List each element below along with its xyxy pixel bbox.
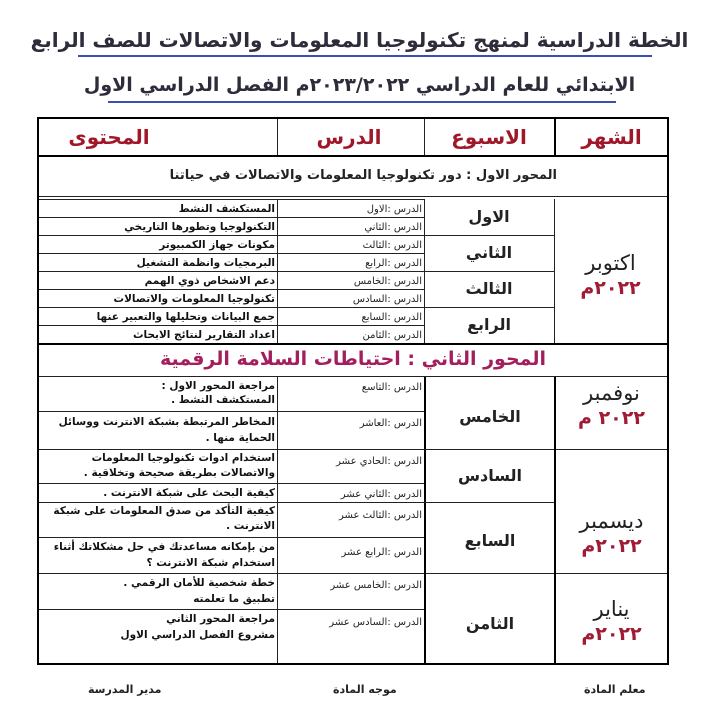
lesson-item: الدرس :الخامس [353, 276, 422, 287]
content-item: مراجعة المحور الاول : [161, 380, 275, 392]
month-year: ٢٠٢٢م [580, 277, 641, 299]
content-item: التكنولوجيا وتطورها التاريخي [124, 221, 275, 233]
row-divider [39, 235, 554, 236]
row-divider [39, 537, 424, 538]
lesson-item: الدرس :التاسع [361, 382, 422, 393]
month-name: اكتوبر [585, 251, 636, 275]
row-divider [39, 411, 424, 412]
lesson-item: الدرس :الاول [366, 204, 422, 215]
content-item: الانترنت . [226, 520, 275, 532]
month-january [556, 597, 667, 645]
footer-teacher: معلم المادة [584, 683, 646, 696]
lesson-item: الدرس :السادس عشر [329, 617, 422, 628]
content-item: مشروع الفصل الدراسي الاول [120, 629, 275, 641]
month-year: ٢٠٢٢ م [578, 407, 645, 429]
footer-principal: مدير المدرسة [88, 683, 162, 696]
row-divider [39, 609, 424, 610]
row-divider [39, 483, 424, 484]
row-divider [426, 502, 554, 503]
month-name: ديسمبر [579, 509, 644, 533]
col-divider [424, 119, 425, 155]
title-line-1: الخطة الدراسية لمنهج تكنولوجيا المعلومات والاتصالات للصف الرابع [30, 28, 689, 52]
content-item: خطة شخصية للأمان الرقمي . [123, 577, 275, 589]
axis-2-title: المحور الثاني : احتياطات السلامة الرقمية [159, 348, 547, 370]
week-7: السابع [464, 531, 516, 550]
row-divider [556, 449, 667, 450]
week-8: الثامن [465, 614, 515, 633]
content-item: اعداد التقارير لنتائج الابحاث [132, 329, 275, 341]
month-november [556, 381, 667, 429]
content-item: مكونات جهاز الكمبيوتر [159, 239, 275, 251]
month-october [554, 251, 667, 299]
row-divider [39, 271, 554, 272]
header-divider [39, 155, 667, 157]
content-item: والاتصالات بطريقة صحيحة وتخلاقية . [83, 467, 275, 479]
lesson-item: الدرس :السابع [361, 312, 422, 323]
col-divider [277, 119, 278, 155]
content-item: كيفية التأكد من صدق المعلومات على شبكة [53, 505, 275, 517]
lesson-item: الدرس :الثاني عشر [340, 489, 422, 500]
lesson-item: الدرس :السادس [352, 294, 422, 305]
title-line-2: الابتدائي للعام الدراسي ٢٠٢٣/٢٠٢٢م الفصل الدراسي الاول [83, 74, 636, 96]
lesson-item: الدرس :الرابع عشر [341, 547, 422, 558]
lesson-item: الدرس :الحادي عشر [336, 456, 422, 467]
row-divider [39, 199, 424, 200]
week-1: الاول [468, 207, 510, 226]
title-underline [108, 101, 616, 103]
week-4: الرابع [467, 315, 511, 334]
header-week: الاسبوع [451, 125, 527, 149]
week-6: السادس [457, 466, 523, 485]
lesson-item: الدرس :الرابع [365, 258, 422, 269]
month-name: نوفمبر [583, 381, 640, 405]
title-underline [78, 55, 652, 57]
lesson-item: الدرس :الثامن [362, 330, 422, 341]
week-3: الثالث [465, 279, 513, 298]
content-item: المستكشف النشط [178, 203, 275, 215]
content-item: جمع البيانات وتحليلها والتعبير عنها [96, 311, 275, 323]
header-content: المحتوى [68, 125, 150, 149]
row-divider [39, 196, 667, 197]
lesson-item: الدرس :الثاني [364, 222, 422, 233]
month-year: ٢٠٢٢م [581, 623, 642, 645]
row-divider [39, 376, 667, 377]
row-divider [39, 343, 667, 345]
content-item: مراجعة المحور الثاني [166, 613, 275, 625]
col-divider [554, 119, 556, 155]
col-divider [277, 377, 278, 663]
week-5: الخامس [459, 407, 521, 426]
content-item: دعم الاشخاص ذوي الهمم [144, 275, 275, 287]
content-item: الحماية منها . [205, 432, 275, 444]
content-item: كيفية البحث على شبكة الانترنت . [103, 487, 275, 499]
row-divider [426, 573, 554, 574]
lesson-item: الدرس :الثالث [362, 240, 422, 251]
month-name: يناير [593, 597, 630, 621]
content-item: من بإمكانه مساعدتك في حل مشكلاتك أثناء [53, 541, 275, 553]
row-divider [426, 449, 554, 450]
content-item: البرمجيات وانظمة التشغيل [136, 257, 275, 269]
row-divider [556, 573, 667, 574]
lesson-item: الدرس :الخامس عشر [330, 580, 422, 591]
month-year: ٢٠٢٢م [581, 535, 642, 557]
row-divider [39, 573, 424, 574]
week-2: الثاني [465, 243, 513, 262]
lesson-item: الدرس :العاشر [359, 418, 422, 429]
lesson-item: الدرس :الثالث عشر [339, 510, 422, 521]
plan-table [37, 117, 669, 665]
header-month: الشهر [581, 125, 642, 149]
row-divider [39, 253, 424, 254]
content-item: استخدام شبكة الانترنت ؟ [146, 557, 275, 569]
content-item: تطبيق ما تعلمته [193, 593, 275, 605]
month-december [556, 509, 667, 557]
row-divider [39, 325, 424, 326]
content-item: استخدام ادوات تكنولوجيا المعلومات [91, 452, 275, 464]
row-divider [39, 289, 424, 290]
content-item: تكنولوجيا المعلومات والاتصالات [113, 293, 275, 305]
header-lesson: الدرس [316, 125, 382, 149]
content-item: المستكشف النشط . [171, 394, 275, 406]
axis-1-title: المحور الاول : دور تكنولوجيا المعلومات والاتصالات في حياتنا [169, 168, 557, 183]
footer-supervisor: موجه المادة [333, 683, 397, 696]
row-divider [39, 217, 424, 218]
row-divider [39, 307, 554, 308]
content-item: المخاطر المرتبطة بشبكة الانترنت ووسائل [58, 416, 275, 428]
